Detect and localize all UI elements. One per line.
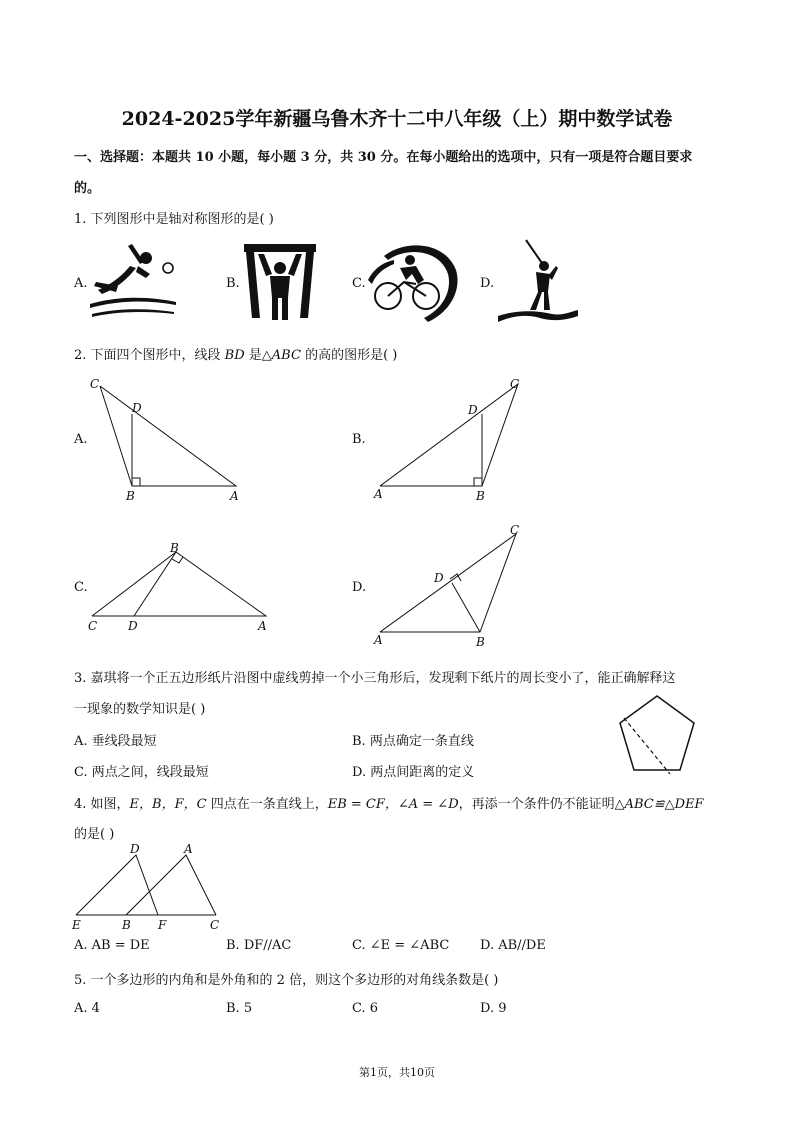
- question-3-stem-line2: 一现象的数学知识是( ): [74, 702, 206, 717]
- q5-option-b: B. 5: [226, 1001, 253, 1016]
- q5-option-c: C. 6: [352, 1001, 379, 1016]
- q1-option-c: C.: [352, 276, 366, 291]
- q4-figure: [72, 843, 222, 933]
- q5-option-a: A. 4: [74, 1001, 100, 1016]
- q3-option-c: C. 两点之间，线段最短: [74, 765, 209, 780]
- q4-option-a: A. AB = DE: [74, 938, 150, 953]
- q3-option-d: D. 两点间距离的定义: [352, 765, 475, 780]
- q4-option-d: D. AB//DE: [480, 938, 546, 953]
- q2-figure-b: [372, 374, 532, 504]
- label-d: D: [468, 403, 478, 417]
- q2-option-d: D.: [352, 580, 367, 595]
- label-a: A: [374, 487, 383, 501]
- label-a: A: [374, 633, 383, 647]
- label-b: B: [476, 489, 485, 503]
- question-4-stem-line2: 的是( ): [74, 827, 115, 842]
- q2-figure-a: [86, 374, 246, 504]
- q2-option-b: B.: [352, 432, 366, 447]
- pentagon-figure: [614, 692, 700, 776]
- label-b: B: [122, 918, 131, 932]
- page-footer: 第1页，共10页: [359, 1066, 435, 1079]
- label-d: D: [128, 619, 138, 633]
- label-b: B: [170, 541, 179, 555]
- label-c: C: [90, 377, 100, 391]
- q2-option-a: A.: [74, 432, 88, 447]
- label-a: A: [230, 489, 239, 503]
- q3-option-a: A. 垂线段最短: [74, 734, 157, 749]
- label-d: D: [130, 842, 140, 856]
- label-f: F: [158, 918, 167, 932]
- q1-option-a: A.: [74, 276, 88, 291]
- golfer-icon: [496, 236, 580, 326]
- label-a: A: [258, 619, 267, 633]
- q2-figure-c: [86, 540, 276, 636]
- q2-option-c: C.: [74, 580, 88, 595]
- label-c: C: [510, 523, 520, 537]
- q4-option-b: B. DF//AC: [226, 938, 292, 953]
- label-e: E: [72, 918, 81, 932]
- question-1-stem: 1. 下列图形中是轴对称图形的是( ): [74, 212, 274, 227]
- label-a: A: [184, 842, 193, 856]
- question-3-stem-line1: 3. 嘉琪将一个正五边形纸片沿图中虚线剪掉一个小三角形后，发现剩下纸片的周长变小了，能正确解释这: [74, 671, 676, 686]
- label-c: C: [88, 619, 98, 633]
- q2-figure-d: [372, 522, 532, 650]
- label-c: C: [510, 377, 520, 391]
- section-header-line2: 的。: [74, 181, 101, 196]
- question-2-stem: 2. 下面四个图形中，线段 BD 是△ABC 的高的图形是( ): [74, 348, 398, 363]
- label-d: D: [434, 571, 444, 585]
- label-b: B: [126, 489, 135, 503]
- question-5-stem: 5. 一个多边形的内角和是外角和的 2 倍，则这个多边形的对角线条数是( ): [74, 973, 499, 988]
- page-title: 2024-2025学年新疆乌鲁木齐十二中八年级（上）期中数学试卷: [121, 108, 673, 130]
- label-b: B: [476, 635, 485, 649]
- label-c: C: [210, 918, 220, 932]
- cyclist-icon: [364, 240, 464, 324]
- q1-option-b: B.: [226, 276, 240, 291]
- section-header-line1: 一、选择题：本题共 10 小题，每小题 3 分，共 30 分。在每小题给出的选项中，只有一项是符合题目要求: [74, 150, 693, 165]
- q5-option-d: D. 9: [480, 1001, 507, 1016]
- q3-option-b: B. 两点确定一条直线: [352, 734, 474, 749]
- question-4-stem-line1: 4. 如图，E，B，F，C 四点在一条直线上，EB = CF，∠A = ∠D，再添一个条件仍不能证明△ABC≌△DEF: [74, 797, 704, 812]
- volleyball-player-icon: [88, 238, 180, 322]
- weightlifter-icon: [240, 240, 320, 322]
- q1-option-d: D.: [480, 276, 495, 291]
- label-d: D: [132, 401, 142, 415]
- q4-option-c: C. ∠E = ∠ABC: [352, 938, 450, 953]
